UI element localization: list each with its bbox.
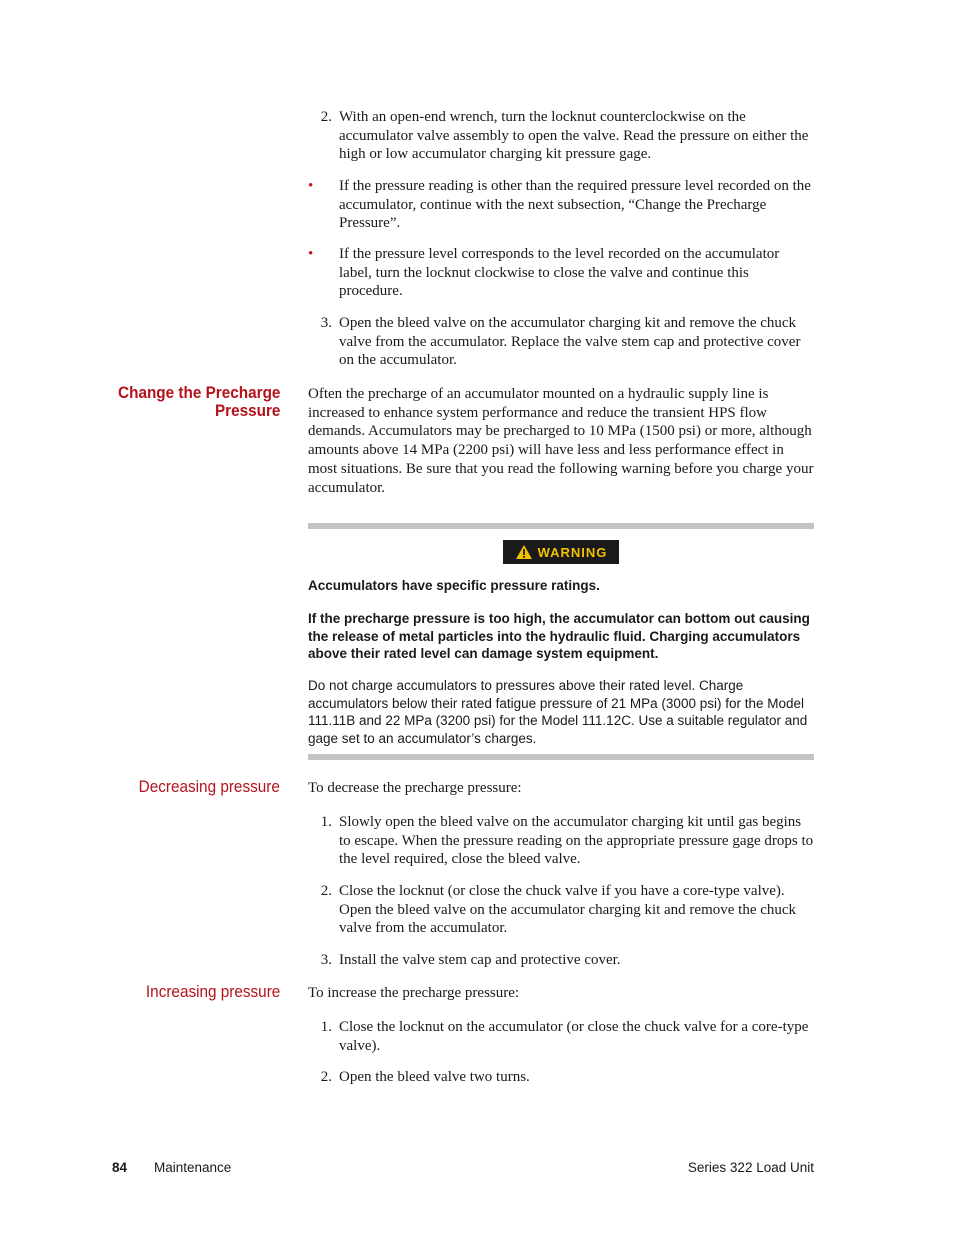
step-number: 1.: [320, 814, 332, 830]
step-number: 1.: [320, 1019, 332, 1035]
section-heading-change-precharge: [118, 384, 280, 420]
warning-line-3: Do not charge accumulators to pressures above their rated level. Charge accumulators below their rated fatigue pressure of 21 MPa (3000 psi) for the Model 111.11B and 22 MPa (3200 psi) for the Model 111.12C. Use a suitable regulator and gage set to an accumulator’s charges.: [308, 678, 808, 746]
heading-line: Pressure: [214, 401, 280, 420]
step-item: [308, 314, 814, 370]
increasing-intro: To increase the precharge pressure:: [308, 985, 520, 1001]
heading-line: Change the Precharge: [117, 383, 280, 402]
bullet-text: If the pressure level corresponds to the level recorded on the accumulator label, turn the locknut clockwise to close the valve and continue this procedure.: [339, 246, 780, 300]
step-item: [308, 951, 814, 970]
step-item: [308, 813, 814, 869]
step-number: 2.: [320, 109, 332, 125]
step-text: Close the locknut (or close the chuck valve if you have a core-type valve). Open the bleed valve on the accumulator charging kit and remove the chuck valve from the accumulator.: [339, 883, 797, 937]
step-text: Open the bleed valve on the accumulator charging kit and remove the chuck valve from the accumulator. Replace the valve stem cap and protective cover on the accumulator.: [339, 315, 801, 369]
warning-top-rule: [308, 523, 814, 529]
step-number: 3.: [320, 315, 332, 331]
warning-line-2: If the precharge pressure is too high, the accumulator can bottom out causing the release of metal particles into the hydraulic fluid. Charging accumulators above their rated level can damage system equipment.: [308, 611, 810, 662]
bullet-text: If the pressure reading is other than the required pressure level recorded on the accumulator, continue with the next subsection, “Change the Precharge Pressure”.: [339, 178, 811, 232]
footer-product: Series 322 Load Unit: [687, 1160, 814, 1175]
step-item: [308, 882, 814, 938]
decreasing-intro: To decrease the precharge pressure:: [308, 780, 522, 796]
bullet-icon: •: [308, 178, 314, 194]
warning-label: WARNING: [537, 544, 608, 560]
step-text: Slowly open the bleed valve on the accumulator charging kit until gas begins to escape. When the pressure reading on the appropriate pressure gage drops to the level required, close the bleed valve.: [339, 814, 814, 868]
bullet-item: [308, 245, 814, 301]
section-heading-increasing: Increasing pressure: [145, 982, 280, 1001]
step-text: Install the valve stem cap and protective cover.: [339, 952, 621, 968]
step-item: [308, 1068, 814, 1087]
warning-badge: [503, 540, 619, 564]
step-text: Open the bleed valve two turns.: [339, 1069, 530, 1085]
step-item: [308, 108, 814, 164]
step-number: 3.: [320, 952, 332, 968]
step-item: [308, 1018, 814, 1055]
step-text: With an open-end wrench, turn the locknut counterclockwise on the accumulator valve assembly to open the valve. Read the pressure on either the high or low accumulator charging kit pressure gage.: [339, 109, 809, 163]
change-paragraph: Often the precharge of an accumulator mounted on a hydraulic supply line is increased to enhance system performance and reduce the transient HPS flow demands. Accumulators may be precharged to 10 MPa (1500 psi) or more, although amounts above 14 MPa (2200 psi) will have less and less performance effect in most situations. Be sure that you read the following warning before you charge your accumulator.: [308, 386, 814, 496]
bullet-item: [308, 177, 814, 233]
step-number: 2.: [320, 883, 332, 899]
footer-section: Maintenance: [154, 1160, 232, 1175]
bullet-icon: •: [308, 246, 314, 262]
page-number: 84: [112, 1160, 128, 1175]
warning-triangle-icon: [515, 544, 533, 560]
section-heading-decreasing: Decreasing pressure: [138, 777, 280, 796]
warning-line-1: Accumulators have specific pressure ratings.: [308, 578, 600, 593]
step-text: Close the locknut on the accumulator (or close the chuck valve for a core-type valve).: [339, 1019, 809, 1054]
warning-bottom-rule: [308, 754, 814, 760]
step-number: 2.: [320, 1069, 332, 1085]
